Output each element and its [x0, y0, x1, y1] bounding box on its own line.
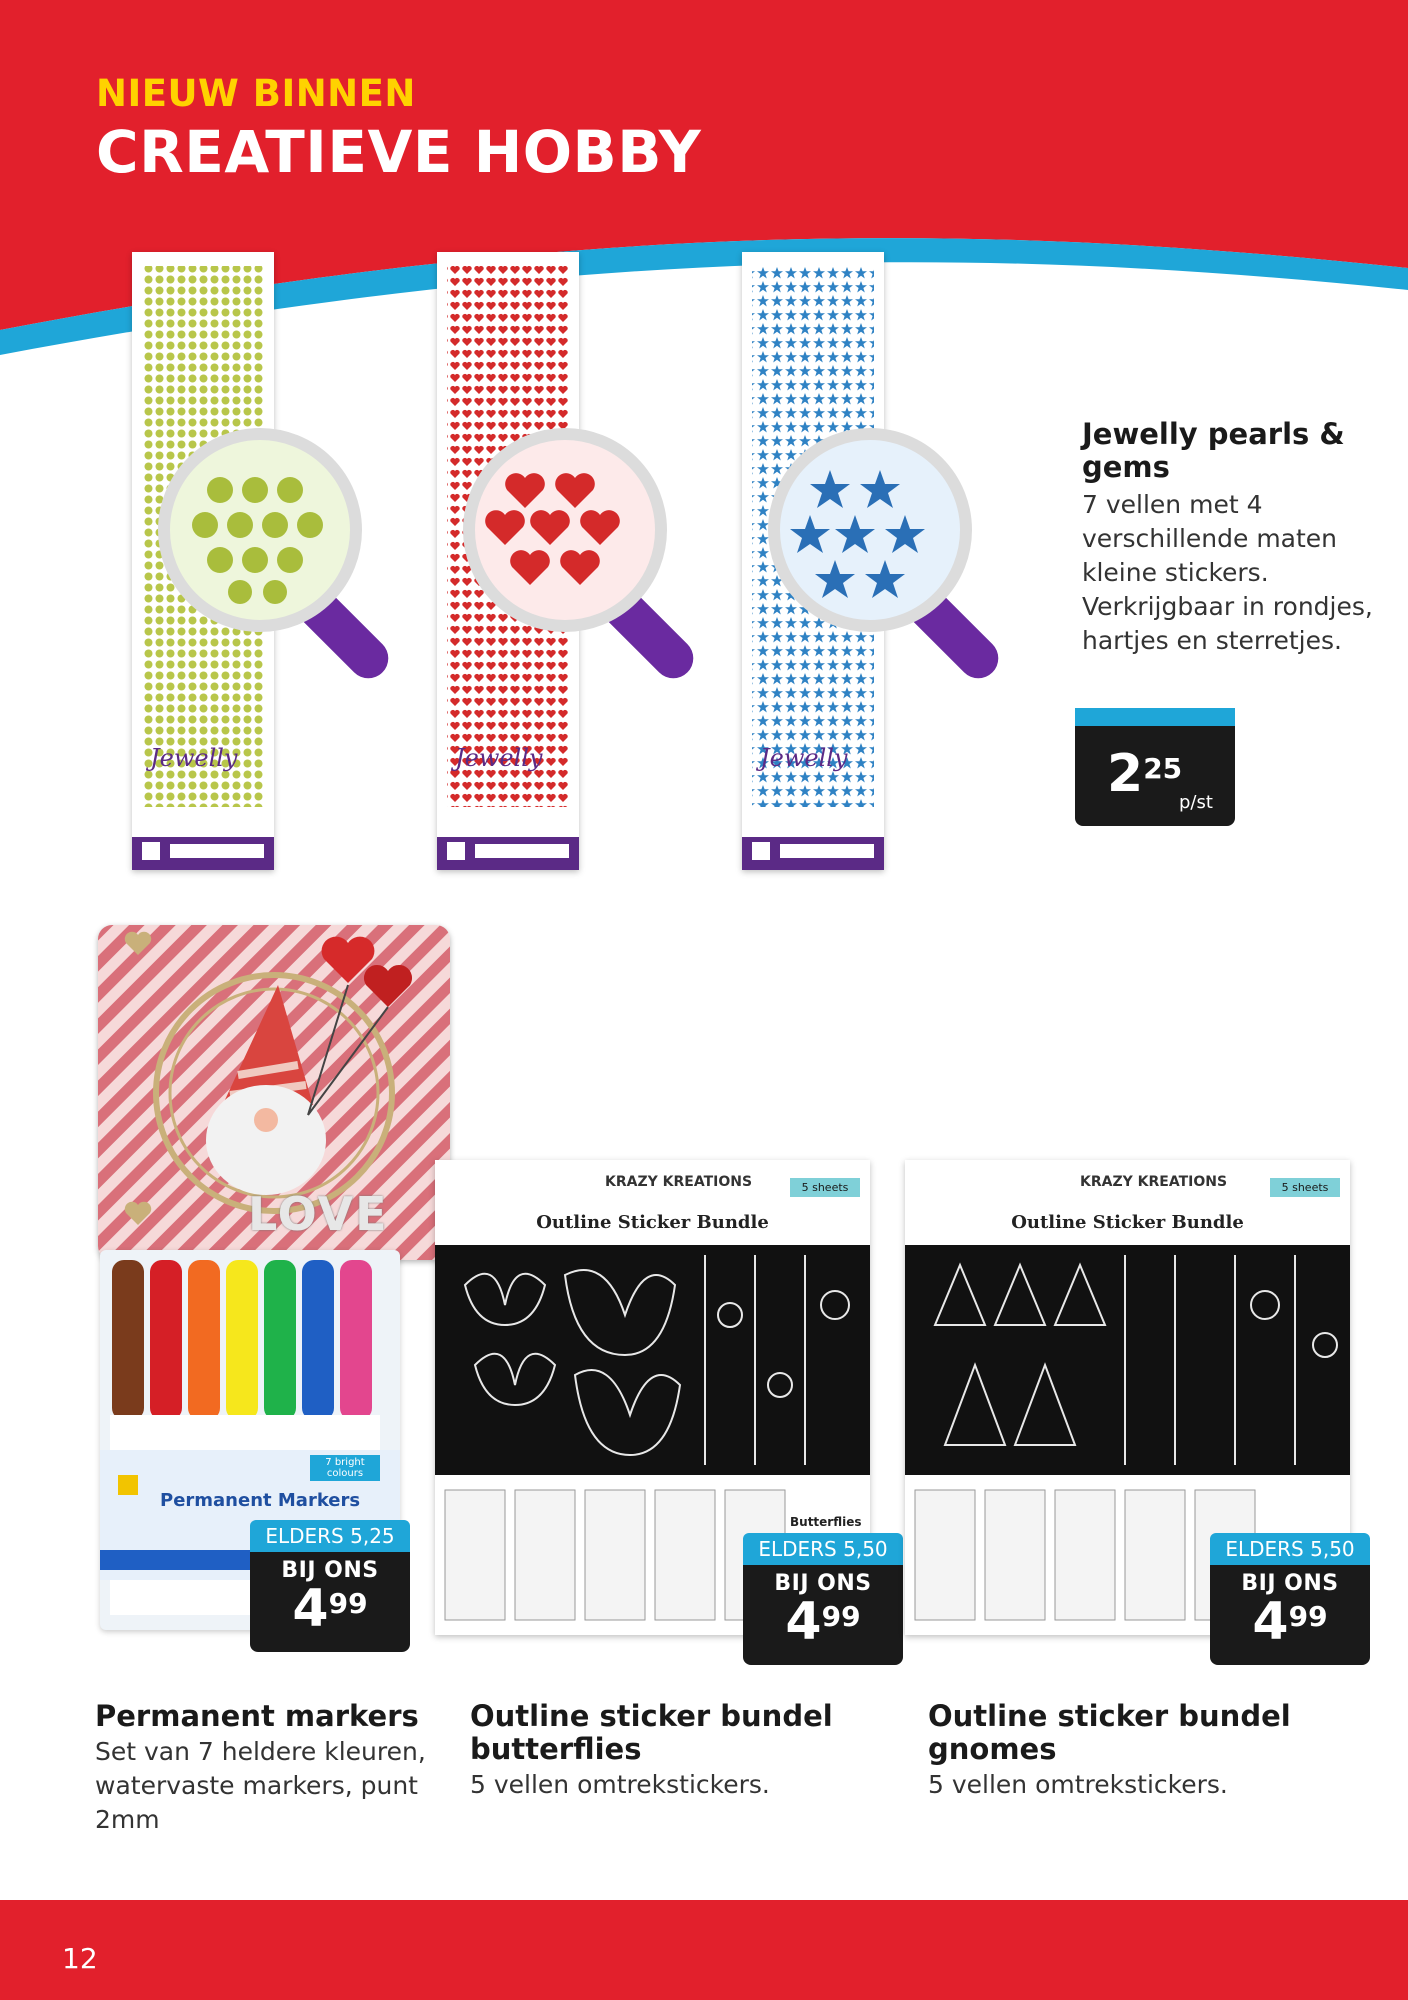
gnome-card-image [98, 925, 450, 1260]
markers-pack-badge: 7 bright colours [310, 1455, 380, 1481]
gnomes-price-tag [1210, 1565, 1370, 1665]
magnifier-icon [150, 420, 430, 700]
jewelly-brand-label-1: Jewelly [150, 744, 238, 772]
jewelly-price-whole: 2 [1107, 744, 1144, 804]
butterflies-pack-badge: 5 sheets [790, 1178, 860, 1197]
jewelly-description [1082, 418, 1382, 658]
page-title: CREATIEVE HOBBY [96, 118, 702, 186]
footer-bar [0, 1900, 1408, 2000]
jewelly-title: Jewelly pearls & gems [1082, 417, 1345, 484]
gnomes-body: 5 vellen omtrekstickers. [928, 1770, 1228, 1799]
gnomes-bij-ons: BIJ ONS [1241, 1571, 1339, 1596]
jewelly-brand-label-2: Jewelly [455, 744, 543, 772]
butterflies-description [470, 1700, 870, 1802]
gnomes-brand: KRAZY KREATIONS [1080, 1174, 1228, 1190]
gnomes-price-whole: 4 [1252, 1592, 1289, 1652]
markers-description [95, 1700, 435, 1837]
gnomes-title: Outline sticker bundel gnomes [928, 1699, 1291, 1766]
butterflies-bij-ons: BIJ ONS [774, 1571, 872, 1596]
butterflies-body: 5 vellen omtrekstickers. [470, 1770, 770, 1799]
markers-title: Permanent markers [95, 1699, 419, 1733]
markers-price-tag [250, 1552, 410, 1652]
gnomes-price-cents: 99 [1288, 1600, 1328, 1633]
magnifier-icon [455, 420, 735, 700]
markers-body: Set van 7 heldere kleuren, watervaste markers, punt 2mm [95, 1737, 426, 1834]
butterflies-price-tag [743, 1565, 903, 1665]
page-number: 12 [62, 1942, 98, 1975]
jewelly-price-tag [1075, 708, 1235, 826]
header-kicker: NIEUW BINNEN [96, 72, 416, 115]
gnomes-description [928, 1700, 1328, 1802]
card-word: LOVE [248, 1187, 389, 1241]
gnomes-pack-title: Outline Sticker Bundle [1011, 1212, 1244, 1233]
markers-pack-label: Permanent Markers [160, 1490, 361, 1511]
markers-price-cents: 99 [328, 1587, 368, 1620]
butterflies-brand: KRAZY KREATIONS [605, 1174, 753, 1190]
jewelly-brand-label-3: Jewelly [760, 744, 848, 772]
magnifier-icon [760, 420, 1040, 700]
butterflies-pack-title: Outline Sticker Bundle [536, 1212, 769, 1233]
jewelly-price-cents: 25 [1143, 752, 1183, 785]
butterflies-price-cents: 99 [821, 1600, 861, 1633]
gnomes-elders-price: ELDERS 5,50 [1210, 1533, 1370, 1565]
markers-elders-price: ELDERS 5,25 [250, 1520, 410, 1552]
butterflies-pack-label: Butterflies [790, 1515, 862, 1529]
markers-bij-ons: BIJ ONS [281, 1558, 379, 1583]
butterflies-title: Outline sticker bundel butterflies [470, 1699, 833, 1766]
jewelly-price-unit: p/st [1179, 792, 1213, 813]
gnomes-pack-badge: 5 sheets [1270, 1178, 1340, 1197]
markers-price-whole: 4 [292, 1579, 329, 1639]
butterflies-elders-price: ELDERS 5,50 [743, 1533, 903, 1565]
jewelly-body: 7 vellen met 4 verschillende maten kleine stickers. Verkrijgbaar in rondjes, hartjes en sterretjes. [1082, 490, 1373, 655]
butterflies-price-whole: 4 [785, 1592, 822, 1652]
